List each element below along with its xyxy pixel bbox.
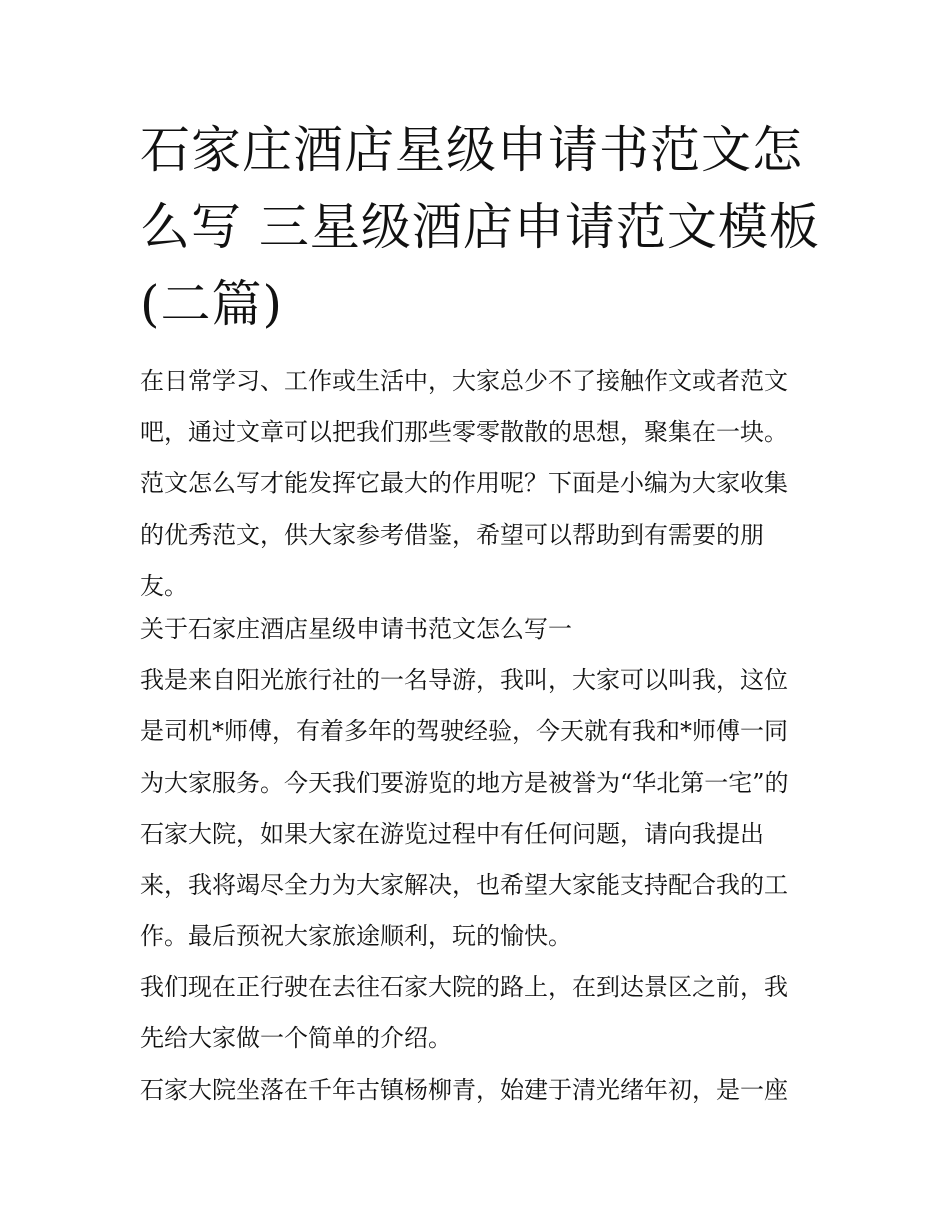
body-paragraph: [140, 655, 820, 962]
text-line: 石家大院坐落在千年古镇杨柳青，始建于清光绪年初，是一座: [140, 1075, 788, 1104]
text-line: 关于石家庄酒店星级申请书范文怎么写一: [140, 614, 572, 643]
title-line: 石家庄酒店星级申请书范文怎: [140, 121, 803, 179]
title-line: 么写 三星级酒店申请范文模板: [140, 198, 820, 256]
body-paragraph: [140, 962, 820, 1064]
body-paragraph: [140, 1065, 820, 1116]
text-line: 我们现在正行驶在去往石家大院的路上，在到达景区之前，我: [140, 973, 788, 1002]
text-line: 是司机*师傅，有着多年的驾驶经验，今天就有我和*师傅一同: [140, 717, 788, 746]
title-line: (二篇): [140, 275, 284, 333]
text-line: 在日常学习、工作或生活中，大家总少不了接触作文或者范文: [140, 367, 788, 395]
text-line: 作。最后预祝大家旅途顺利，玩的愉快。: [140, 922, 572, 951]
text-line: 友。: [140, 571, 188, 600]
text-line: 为大家服务。今天我们要游览的地方是被誉为“华北第一宅”的: [140, 768, 789, 797]
text-line: 石家大院，如果大家在游览过程中有任何问题，请向我提出: [140, 819, 764, 848]
document-body: [140, 356, 820, 1116]
text-line: 我是来自阳光旅行社的一名导游，我叫，大家可以叫我，这位: [140, 666, 788, 695]
section-heading: [140, 604, 820, 655]
text-line: 吧，通过文章可以把我们那些零零散散的思想，聚集在一块。: [140, 418, 788, 447]
intro-paragraph: [140, 356, 820, 612]
text-line: 先给大家做一个简单的介绍。: [140, 1024, 452, 1053]
text-line: 的优秀范文，供大家参考借鉴，希望可以帮助到有需要的朋: [140, 520, 764, 549]
document-title: [140, 112, 820, 343]
text-line: 来，我将竭尽全力为大家解决，也希望大家能支持配合我的工: [140, 870, 788, 899]
text-line: 范文怎么写才能发挥它最大的作用呢？下面是小编为大家收集: [140, 469, 788, 498]
